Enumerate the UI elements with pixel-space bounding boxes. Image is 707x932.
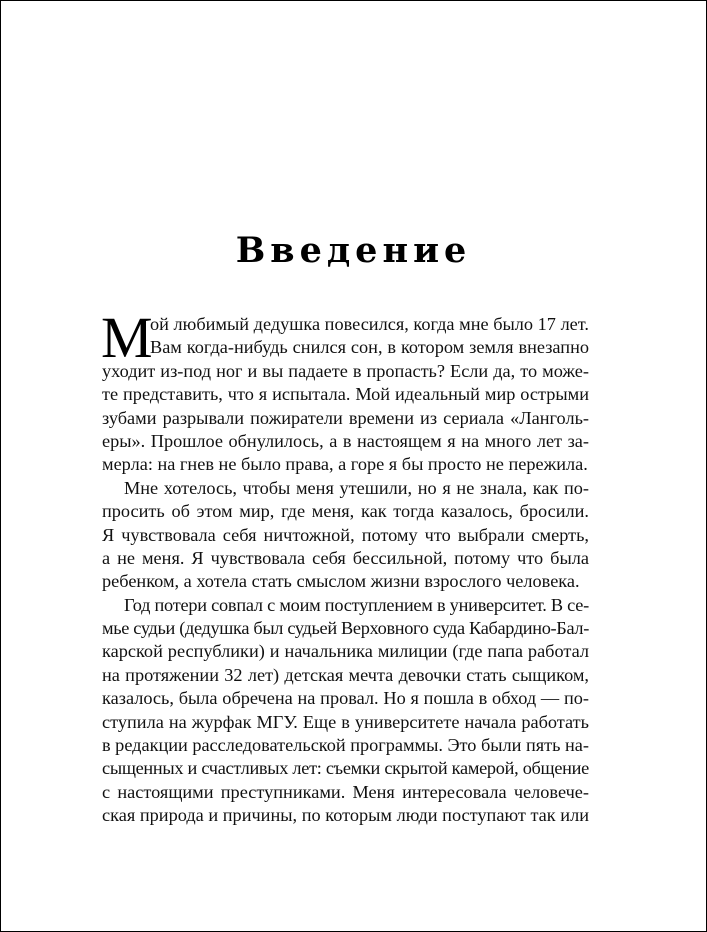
text-line: ой любимый дедушка повесился, когда мне было 17 лет. — [150, 314, 589, 334]
text-line: просить об этом мир, где меня, как тогда казалось, бросили. — [102, 501, 589, 522]
text-line: а не меня. Я чувствовала себя бессильной, потому что была — [102, 547, 589, 568]
text-line: с настоящими преступниками. Меня интересовала человече- — [102, 781, 589, 802]
text-line: ская природа и причины, по которым люди поступают так или — [102, 805, 589, 826]
paragraph-2 — [102, 477, 589, 594]
text-line: зубами разрывали пожиратели времени из сериала «Ланголь- — [102, 407, 589, 428]
text-line: Вам когда-нибудь снился сон, в котором земля внезапно — [150, 337, 589, 358]
text-line: те представить, что я испытала. Мой идеальный мир острыми — [102, 384, 589, 405]
text-line: казалось, была обречена на провал. Но я пошла в обход — по- — [102, 688, 589, 709]
text-line: в редакции расследовательской программы. Это были пять на- — [102, 735, 589, 756]
chapter-title: Введение — [235, 230, 472, 271]
chapter-body — [101, 305, 589, 828]
drop-cap-letter: М — [101, 305, 153, 370]
text-line: сыщенных и счастливых лет: съемки скрытой камерой, общение — [102, 758, 589, 779]
text-line: карской республики) и начальника милиции (где папа работал — [102, 641, 589, 662]
text-line: на протяжении 32 лет) детская мечта девочки стать сыщиком, — [102, 664, 589, 685]
text-line: Я чувствовала себя ничтожной, потому что выбрали смерть, — [102, 524, 589, 545]
text-line: Год потери совпал с моим поступлением в университет. В се- — [124, 594, 589, 615]
text-line: Мне хотелось, чтобы меня утешили, но я не знала, как по- — [124, 477, 589, 498]
text-line: еры». Прошлое обнулилось, а в настоящем я на много лет за- — [102, 430, 589, 451]
text-line: мерла: на гнев не было права, а горе я бы просто не пережила. — [102, 454, 588, 475]
text-line: уходит из-под ног и вы падаете в пропасть? Если да, то може- — [102, 360, 589, 381]
text-line: мье судьи (дедушка был судьей Верховного суда Кабардино-Бал- — [102, 618, 589, 639]
paragraph-1 — [101, 305, 589, 477]
paragraph-3 — [102, 594, 589, 828]
text-line: ребенком, а хотела стать смыслом жизни взрослого человека. — [102, 571, 580, 592]
text-line: ступила на журфак МГУ. Еще в университете начала работать — [102, 711, 589, 732]
